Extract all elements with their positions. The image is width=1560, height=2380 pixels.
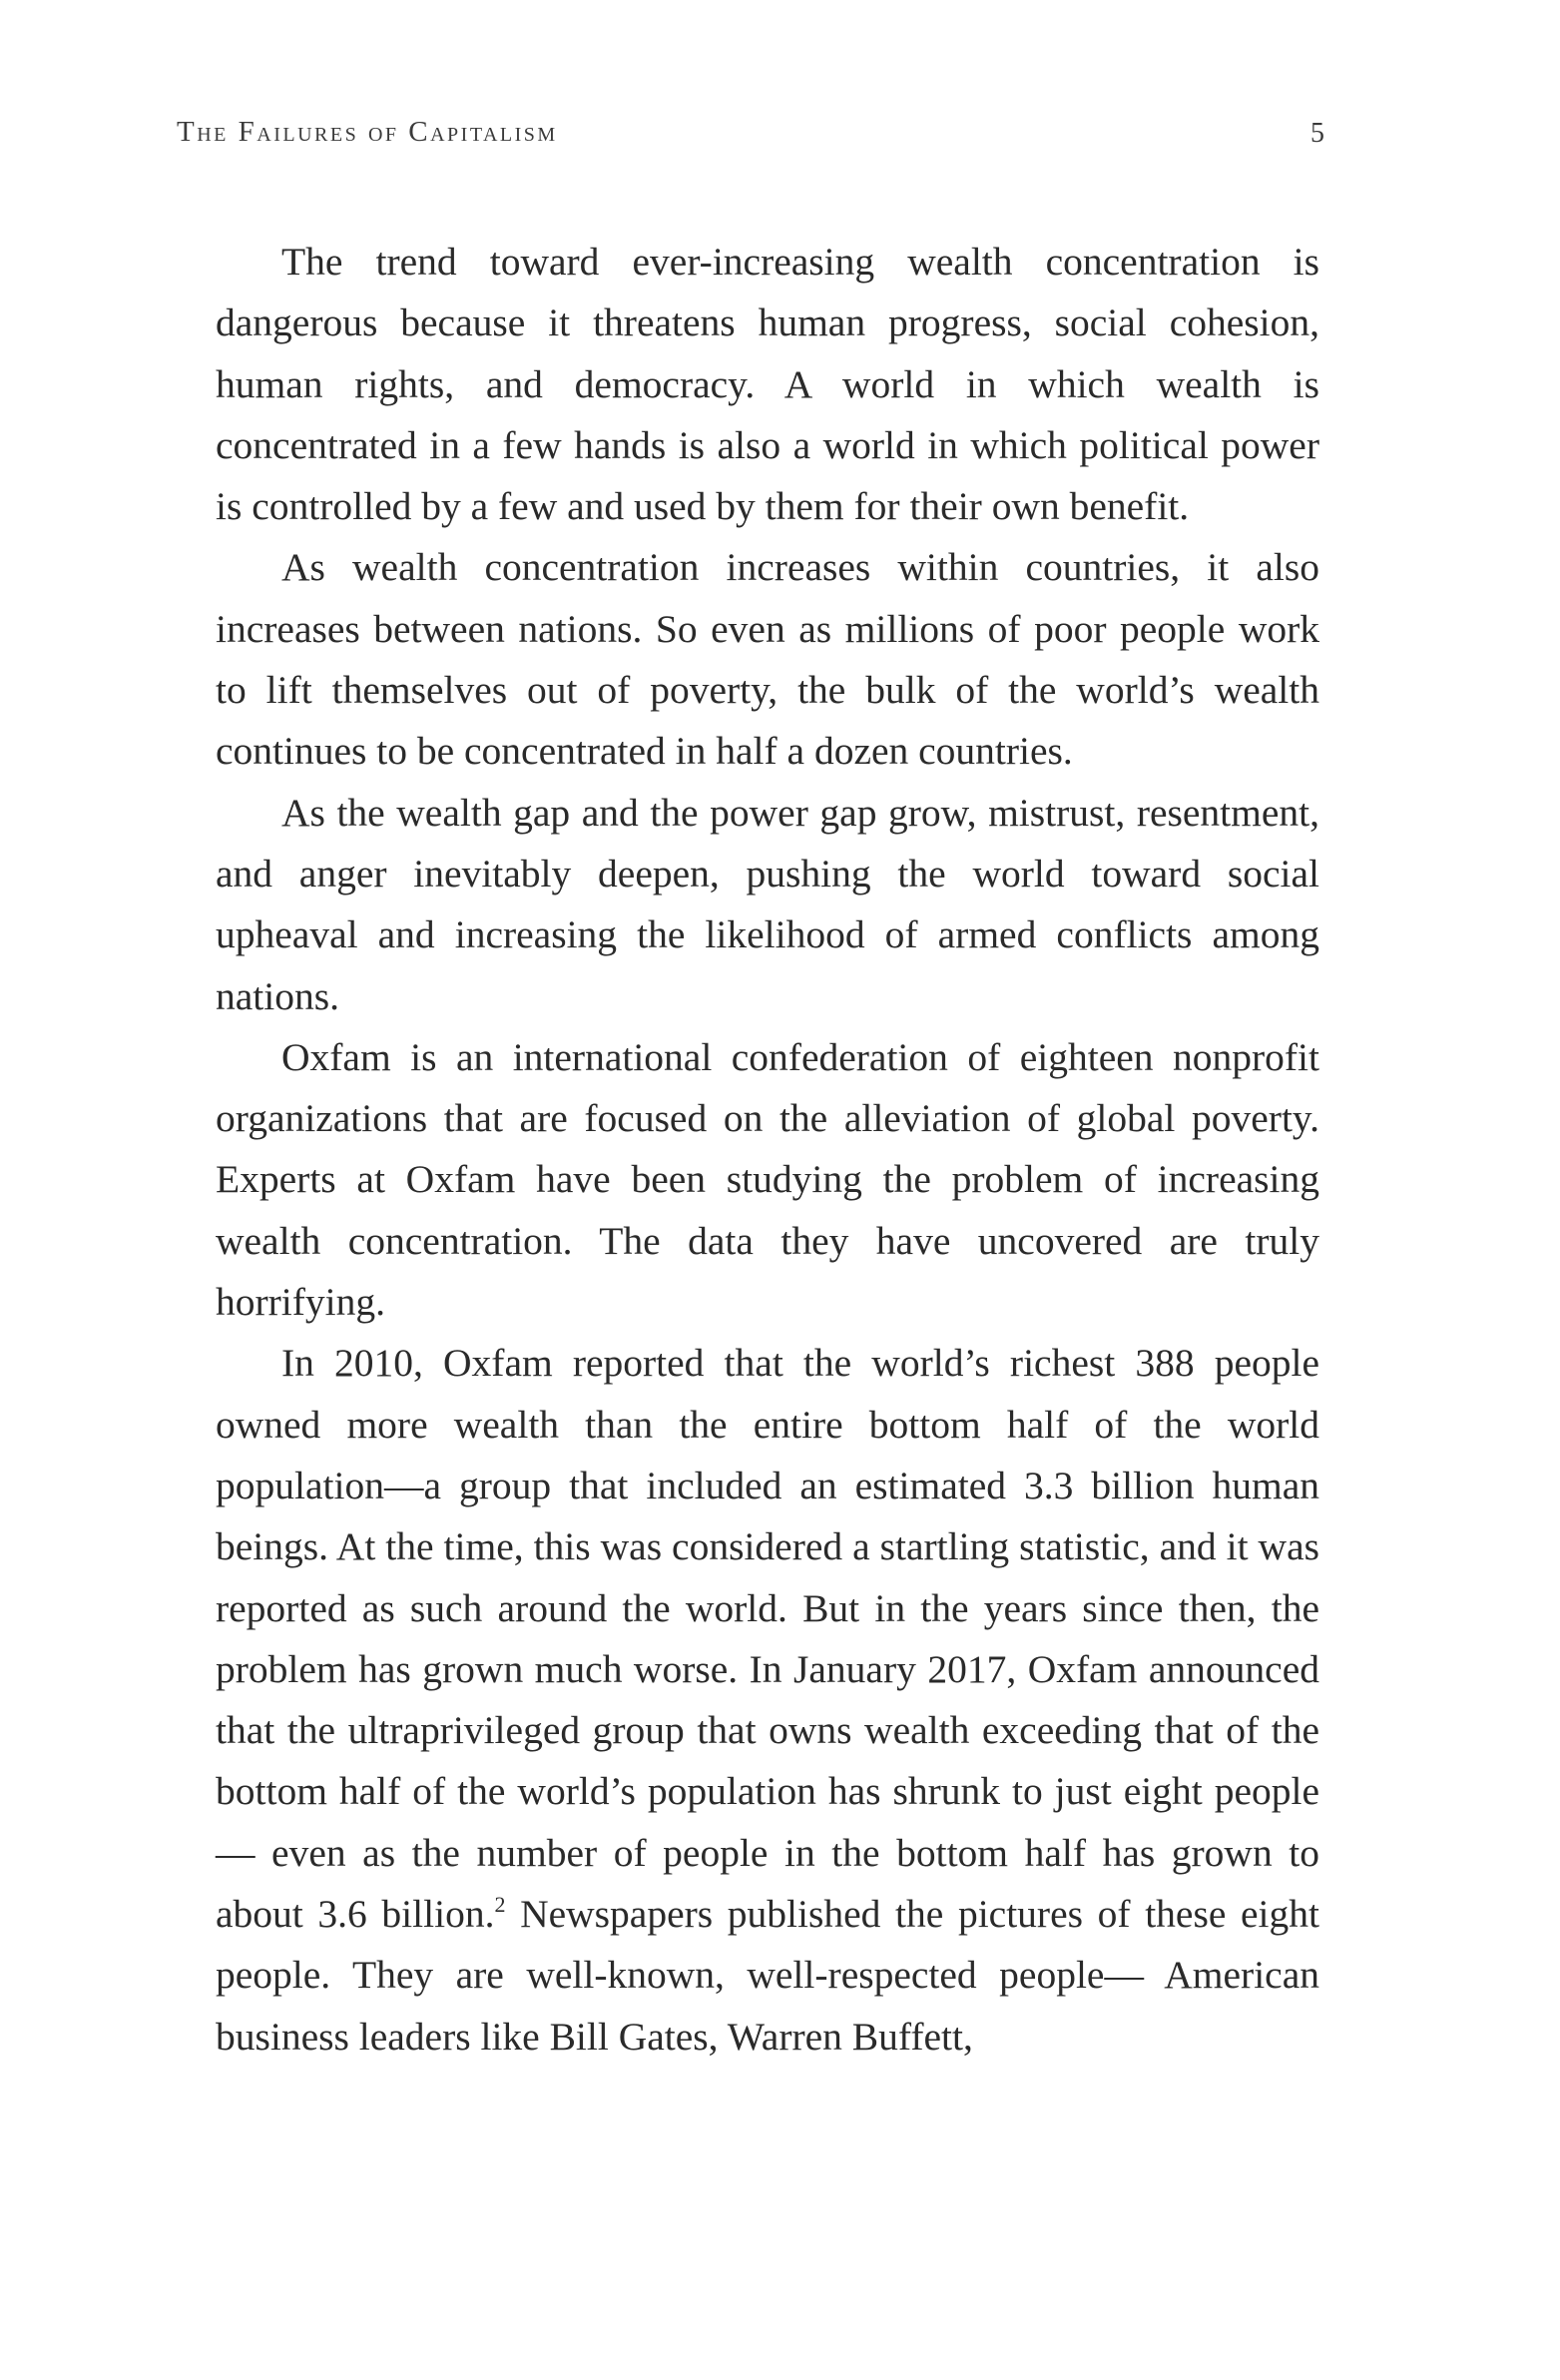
paragraph-text-continued: Newspapers published the pictures of these eight people. They are well-known, well-respected people— American business leaders like Bill Gates, Warren Buffett, [216, 1892, 1319, 2059]
paragraph-text: In 2010, Oxfam reported that the world’s richest 388 people owned more wealth than the entire bottom half of the world population—a group that included an estimated 3.3 billion human beings. At the time, this was considered a startling statistic, and it was reported as such around the world. But in the years since then, the problem has grown much worse. In January 2017, Oxfam announced that the ultraprivileged group that owns wealth exceeding that of the bottom half of the world’s population has shrunk to just eight people— even as the number of people in the bottom half has grown to about 3.6 billion. [216, 1341, 1319, 1937]
paragraph: As the wealth gap and the power gap grow, mistrust, resentment, and anger inevitably deepen, pushing the world toward social upheaval and increasing the likelihood of armed conflicts among nations. [216, 790, 1319, 1018]
paragraph: As wealth concentration increases within countries, it also increases between nations. So even as millions of poor people work to lift themselves out of poverty, the bulk of the world’s wealth continues to be concentrated in half a dozen countries. [216, 545, 1319, 774]
running-header-title: The Failures of Capitalism [177, 116, 558, 148]
paragraph: Oxfam is an international confederation of eighteen nonprofit organizations that are focused on the alleviation of global poverty. Experts at Oxfam have been studying the problem of increasing wealth concentration. The data they have uncovered are truly horrifying. [216, 1034, 1319, 1325]
page-number: 5 [1310, 118, 1324, 149]
running-header [177, 116, 1324, 156]
paragraph: The trend toward ever-increasing wealth concentration is dangerous because it threatens human progress, social cohesion, human rights, and democracy. A world in which wealth is concentrated in a few hands is also a world in which political power is controlled by a few and used by them for their own benefit. [216, 240, 1319, 529]
paragraph [216, 1333, 1319, 2068]
footnote-marker[interactable]: 2 [494, 1892, 506, 1918]
body-text [216, 232, 1319, 2068]
